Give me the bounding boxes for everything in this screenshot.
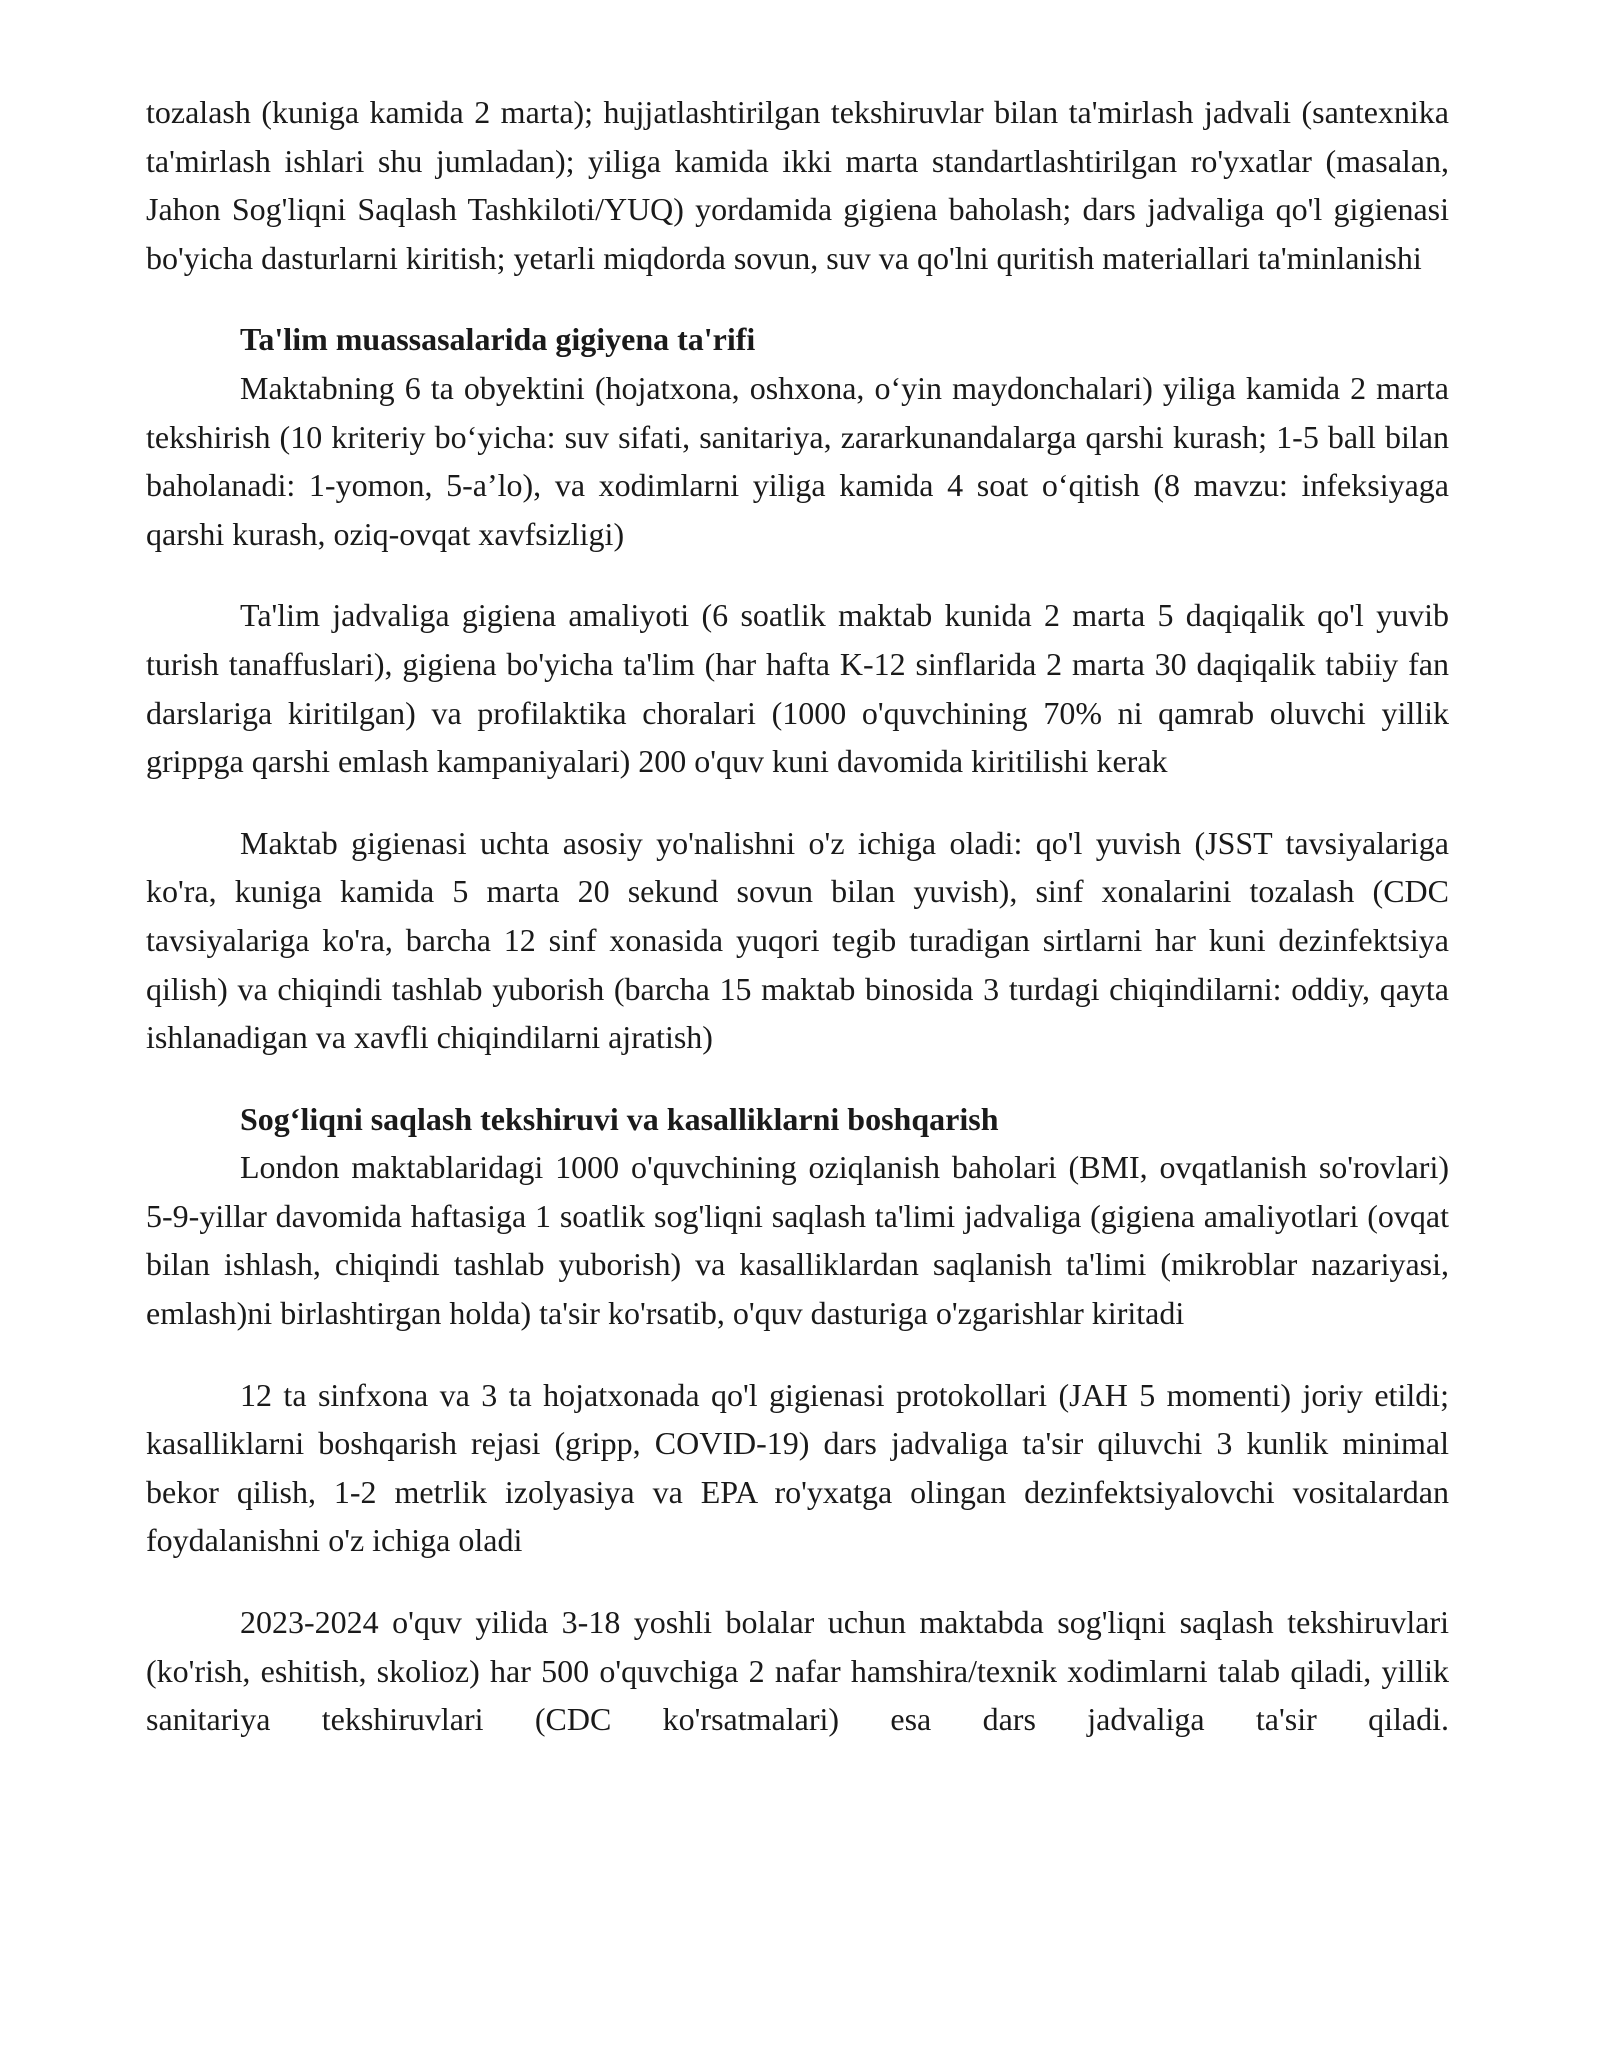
paragraph-hand-hygiene-protocols: 12 ta sinfxona va 3 ta hojatxonada qo'l gigienasi protokollari (JAH 5 momenti) joriy etildi; kasalliklarni boshqarish rejasi (gripp, COVID-19) dars jadvaliga ta'sir qiluvchi 3 kunlik minimal bekor qilish, 1-2 metrlik izolyasiya va EPA ro'yxatga olingan dezinfektsiyalovchi vositalardan foydalanishni o'z ichiga oladi	[146, 1376, 1449, 1559]
paragraph-intro: tozalash (kuniga kamida 2 marta); hujjatlashtirilgan tekshiruvlar bilan ta'mirlash jadvali (santexnika ta'mirlash ishlari shu jumladan); yiligа kamida ikki marta standartlashtirilgan ro'yxatlar (masalan, Jahon Sog'liqni Saqlash Tashkiloti/YUQ) yordamida gigiena baholash; dars jadvaliga qo'l gigienasi bo'yicha dasturlarni kiritish; yetarli miqdorda sovun, suv va qo'lni quritish materiallari ta'minlanishi	[146, 94, 1449, 276]
paragraph-london-nutrition: London maktablaridagi 1000 o'quvchining oziqlanish baholari (BMI, ovqatlanish so'rovlari) 5-9-yillar davomida haftasiga 1 soatlik sog'liqni saqlash ta'limi jadvaliga (gigiena amaliyotlari (ovqat bilan ishlash, chiqindi tashlab yuborish) va kasalliklardan saqlanish ta'limi (mikroblar nazariyasi, emlash)ni birlashtirgan holda) ta'sir ko'rsatib, o'quv dasturiga o'zgarishlar kiritadi	[146, 1149, 1449, 1332]
paragraph-school-hygiene-directions: Maktab gigienasi uchta asosiy yo'nalishni o'z ichiga oladi: qo'l yuvish (JSST tavsiyalariga ko'ra, kuniga kamida 5 marta 20 sekund sovun bilan yuvish), sinf xonalarini tozalash (CDC tavsiyalariga ko'ra, barcha 12 sinf xonasida yuqori tegib turadigan sirtlarni har kuni dezinfektsiya qilish) va chiqindi tashlab yuborish (barcha 15 maktab binosida 3 turdagi chiqindilarni: oddiy, qayta ishlanadigan va xavfli chiqindilarni ajratish)	[146, 824, 1449, 1056]
section-heading-health-checks: Sog‘liqni saqlash tekshiruvi va kasalliklarni boshqarish	[240, 1100, 999, 1137]
paragraph-school-inspection: Maktabning 6 ta obyektini (hojatxona, oshxona, o‘yin maydonchalari) yiliga kamida 2 marta tekshirish (10 kriteriy bo‘yicha: suv sifati, sanitariya, zararkunandalarga qarshi kurash; 1-5 ball bilan baholanadi: 1-yomon, 5-a’lo), va xodimlarni yiliga kamida 4 soat o‘qitish (8 mavzu: infeksiyaga qarshi kurash, oziq-ovqat xavfsizligi)	[146, 369, 1449, 552]
document-page	[146, 88, 1449, 1744]
section-heading-hygiene-definition: Ta'lim muassasalarida gigiyena ta'rifi	[240, 321, 756, 358]
paragraph-school-health-checks: 2023-2024 o'quv yilida 3-18 yoshli bolalar uchun maktabda sog'liqni saqlash tekshiruvlari (ko'rish, eshitish, skolioz) har 500 o'quvchiga 2 nafar hamshira/texnik xodimlarni talab qiladi, yillik sanitariya tekshiruvlari (CDC ko'rsatmalari) esa dars jadvaliga ta'sir qiladi.	[146, 1604, 1449, 1738]
paragraph-hygiene-practice: Ta'lim jadvaliga gigiena amaliyoti (6 soatlik maktab kunida 2 marta 5 daqiqalik qo'l yuvib turish tanaffuslari), gigiena bo'yicha ta'lim (har hafta K-12 sinflarida 2 marta 30 daqiqalik tabiiy fan darslariga kiritilgan) va profilaktika choralari (1000 o'quvchining 70% ni qamrab oluvchi yillik grippga qarshi emlash kampaniyalari) 200 o'quv kuni davomida kiritilishi kerak	[146, 597, 1449, 780]
